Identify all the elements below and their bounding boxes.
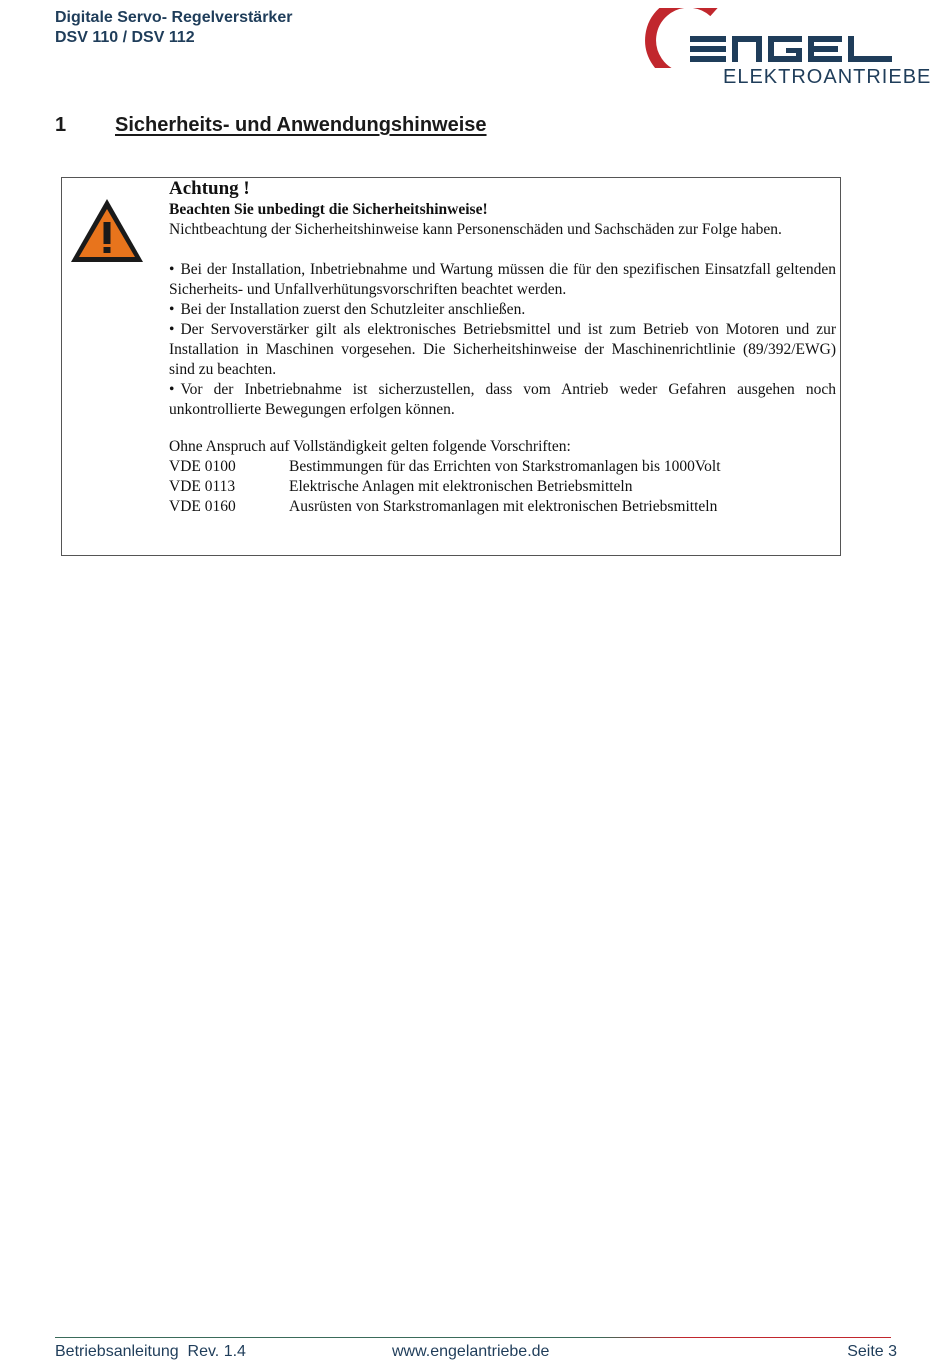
- product-line: Digitale Servo- Regelverstärker: [55, 9, 293, 26]
- regulation-text: Elektrische Anlagen mit elektronischen Betriebsmitteln: [289, 478, 633, 495]
- regulation-row: [169, 477, 836, 497]
- section-heading: [55, 113, 487, 137]
- engel-logo: [638, 8, 932, 90]
- regulation-text: Bestimmungen für das Errichten von Starkstromanlagen bis 1000Volt: [289, 458, 721, 475]
- section-title: Sicherheits- und Anwendungshinweise: [115, 114, 487, 136]
- notice-intro: Nichtbeachtung der Sicherheitshinweise kann Personenschäden und Sachschäden zur Folge haben.: [169, 221, 782, 238]
- regulation-row: [169, 497, 836, 517]
- bullet-item-servo-amplifier: • Der Servoverstärker gilt als elektronisches Betriebsmittel und ist zum Betrieb von Motoren und zur Installation in Maschinen vorgesehen. Die Sicherheitshinweise der Maschinenrichtlinie (89/392/EWG) sind zu beachten.: [169, 320, 836, 380]
- regulation-text: Ausrüsten von Starkstromanlagen mit elektronischen Betriebsmitteln: [289, 498, 718, 515]
- regulation-code: VDE 0100: [169, 458, 236, 475]
- bullet-item-protective-conductor: • Bei der Installation zuerst den Schutzleiter anschließen.: [169, 300, 836, 320]
- attention-subheading: Beachten Sie unbedingt die Sicherheitshinweise!: [169, 201, 488, 218]
- regulation-code: VDE 0113: [169, 478, 236, 495]
- document-header: [55, 8, 292, 48]
- footer-divider: [55, 1337, 891, 1338]
- safety-notice-box: [61, 177, 841, 556]
- warning-triangle-icon: [68, 196, 146, 266]
- bullet-item-installation: • Bei der Installation, Inbetriebnahme und Wartung müssen die für den spezifischen Einsatzfall geltenden Sicherheits- und Unfallverhütungsvorschriften beachtet werden.: [169, 260, 836, 300]
- footer-website-link[interactable]: www.engelantriebe.de: [392, 1343, 550, 1360]
- footer-manual-revision: Betriebsanleitung Rev. 1.4: [55, 1343, 246, 1360]
- section-number: 1: [55, 114, 67, 136]
- engel-logo-mark: [638, 8, 898, 68]
- regulation-row: [169, 457, 836, 477]
- regulations-intro: Ohne Anspruch auf Vollständigkeit gelten folgende Vorschriften:: [169, 438, 571, 455]
- logo-subtitle: ELEKTROANTRIEBE: [723, 66, 932, 88]
- notice-content: [169, 178, 836, 517]
- bullet-item-commissioning: • Vor der Inbetriebnahme ist sicherzustellen, dass vom Antrieb weder Gefahren ausgehen noch unkontrollierte Bewegungen erfolgen können.: [169, 380, 836, 420]
- regulation-code: VDE 0160: [169, 498, 236, 515]
- footer-page-number: Seite 3: [847, 1343, 897, 1360]
- model-names: DSV 110 / DSV 112: [55, 29, 195, 46]
- attention-heading: Achtung !: [169, 178, 250, 199]
